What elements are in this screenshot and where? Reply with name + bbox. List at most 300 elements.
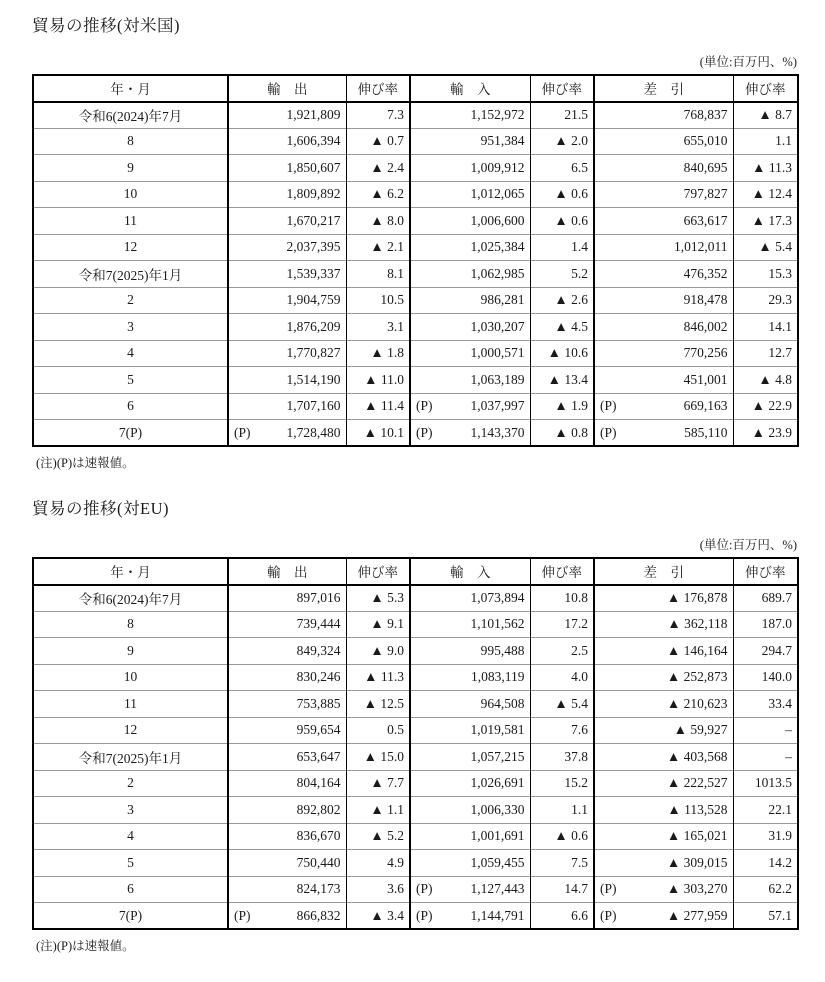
table-row [33, 287, 798, 314]
cell-value: 1,009,912 [470, 159, 525, 175]
export-value-cell [228, 850, 346, 877]
cell-value: 1,019,581 [470, 722, 525, 738]
cell-value: 1,539,337 [286, 265, 341, 281]
value-cell-content [234, 133, 341, 149]
value-cell-content [416, 133, 525, 149]
table-row [33, 155, 798, 182]
balance-value-cell [594, 664, 733, 691]
header-row [33, 558, 798, 585]
preliminary-marker: (P) [234, 907, 251, 923]
import-rate-cell: 1.4 [530, 234, 594, 261]
preliminary-marker: (P) [600, 398, 617, 414]
cell-value: 986,281 [480, 292, 525, 308]
import-rate-cell: ▲ 0.6 [530, 181, 594, 208]
table-row [33, 314, 798, 341]
cell-value: ▲ 303,270 [666, 881, 728, 897]
balance-value-cell [594, 744, 733, 771]
export-rate-cell: ▲ 12.5 [346, 691, 410, 718]
value-cell-content [234, 186, 341, 202]
value-cell-content [416, 319, 525, 335]
export-rate-cell: ▲ 1.1 [346, 797, 410, 824]
table-row [33, 611, 798, 638]
col-header-import: 輸 入 [410, 558, 530, 585]
cell-value: 1,059,455 [470, 854, 525, 870]
col-header-balance: 差 引 [594, 75, 733, 102]
table-row [33, 420, 798, 447]
export-value-cell [228, 367, 346, 394]
export-rate-cell: ▲ 10.1 [346, 420, 410, 447]
month-cell: 3 [33, 314, 228, 341]
month-cell: 10 [33, 181, 228, 208]
month-cell: 5 [33, 850, 228, 877]
import-rate-cell: 15.2 [530, 770, 594, 797]
value-cell-content [600, 881, 728, 897]
table-row [33, 823, 798, 850]
value-cell-content [600, 669, 728, 685]
import-rate-cell: 6.5 [530, 155, 594, 182]
table-row [33, 770, 798, 797]
value-cell-content [234, 372, 341, 388]
value-cell-content [234, 775, 341, 791]
export-value-cell [228, 181, 346, 208]
export-value-cell [228, 611, 346, 638]
export-rate-cell: ▲ 2.1 [346, 234, 410, 261]
value-cell-content [416, 908, 525, 924]
value-cell-content [234, 908, 341, 924]
value-cell-content [600, 186, 728, 202]
value-cell-content [416, 590, 525, 606]
month-cell: 11 [33, 208, 228, 235]
value-cell-content [416, 107, 525, 123]
balance-rate-cell: ▲ 4.8 [733, 367, 798, 394]
export-rate-cell: ▲ 6.2 [346, 181, 410, 208]
export-value-cell [228, 314, 346, 341]
balance-rate-cell: 140.0 [733, 664, 798, 691]
balance-rate-cell: ▲ 12.4 [733, 181, 798, 208]
cell-value: 585,110 [684, 424, 728, 440]
import-value-cell [410, 287, 530, 314]
cell-value: 1,030,207 [470, 318, 525, 334]
balance-rate-cell: 57.1 [733, 903, 798, 930]
value-cell-content [234, 696, 341, 712]
table-row [33, 717, 798, 744]
month-cell: 8 [33, 128, 228, 155]
import-value-cell [410, 823, 530, 850]
balance-value-cell [594, 208, 733, 235]
import-rate-cell: ▲ 13.4 [530, 367, 594, 394]
cell-value: 918,478 [683, 292, 728, 308]
cell-value: 1,012,011 [674, 239, 728, 255]
export-rate-cell: 8.1 [346, 261, 410, 288]
cell-value: 1,127,443 [470, 881, 525, 897]
month-cell: 令和6(2024)年7月 [78, 592, 183, 607]
import-rate-cell: 7.5 [530, 850, 594, 877]
value-cell-content [234, 398, 341, 414]
month-cell: 令和7(2025)年1月 [33, 744, 228, 771]
balance-rate-cell: 29.3 [733, 287, 798, 314]
cell-value: ▲ 59,927 [673, 722, 728, 738]
col-header-balance-rate: 伸び率 [733, 75, 798, 102]
balance-value-cell [594, 770, 733, 797]
cell-value: 849,324 [296, 642, 341, 658]
import-rate-cell: 7.6 [530, 717, 594, 744]
col-header-export: 輸 出 [228, 75, 346, 102]
value-cell-content [234, 669, 341, 685]
value-cell-content [234, 107, 341, 123]
value-cell-content [234, 616, 341, 632]
footnote-us: (注)(P)は速報値。 [36, 456, 135, 470]
preliminary-marker: (P) [416, 398, 433, 414]
cell-value: ▲ 146,164 [666, 642, 728, 658]
cell-value: 1,152,972 [470, 107, 525, 122]
export-value-cell [228, 770, 346, 797]
cell-value: 753,885 [296, 695, 341, 711]
month-cell: 3 [33, 797, 228, 824]
table-body [33, 102, 798, 447]
cell-value: 824,173 [296, 881, 341, 897]
cell-value: 451,001 [683, 371, 728, 387]
export-rate-cell: ▲ 11.4 [346, 393, 410, 420]
balance-rate-cell: ▲ 11.3 [733, 155, 798, 182]
export-rate-cell: ▲ 3.4 [346, 903, 410, 930]
month-cell: 6 [33, 393, 228, 420]
import-rate-cell: ▲ 2.6 [530, 287, 594, 314]
footnote-eu: (注)(P)は速報値。 [36, 939, 135, 953]
month-cell: 7(P) [33, 903, 228, 930]
balance-rate-cell: 31.9 [733, 823, 798, 850]
cell-value: 1,063,189 [470, 371, 525, 387]
value-cell-content [416, 749, 525, 765]
cell-value: 1,026,691 [470, 775, 525, 791]
import-rate-cell: ▲ 5.4 [530, 691, 594, 718]
value-cell-content [416, 828, 525, 844]
cell-value: 1,006,600 [470, 212, 525, 228]
cell-value: ▲ 403,568 [666, 748, 728, 764]
cell-value: 846,002 [683, 318, 728, 334]
import-value-cell [410, 664, 530, 691]
cell-value: 663,617 [683, 212, 728, 228]
export-rate-cell: ▲ 5.2 [346, 823, 410, 850]
cell-value: 995,488 [480, 642, 525, 658]
export-rate-cell: ▲ 2.4 [346, 155, 410, 182]
import-value-cell [410, 181, 530, 208]
value-cell-content [600, 292, 728, 308]
export-rate-cell: ▲ 9.0 [346, 638, 410, 665]
import-rate-cell: 2.5 [530, 638, 594, 665]
table-row [33, 797, 798, 824]
export-rate-cell: 4.9 [346, 850, 410, 877]
export-rate-cell: ▲ 15.0 [346, 744, 410, 771]
export-value-cell [228, 585, 346, 612]
value-cell-content [600, 908, 728, 924]
import-value-cell [410, 420, 530, 447]
month-cell: 11 [33, 691, 228, 718]
preliminary-marker: (P) [600, 907, 617, 923]
import-rate-cell: 37.8 [530, 744, 594, 771]
export-value-cell [228, 155, 346, 182]
value-cell-content [600, 213, 728, 229]
value-cell-content [416, 616, 525, 632]
balance-value-cell [594, 850, 733, 877]
table-row [33, 638, 798, 665]
cell-value: 1,101,562 [470, 616, 525, 632]
cell-value: 768,837 [683, 107, 728, 122]
cell-value: ▲ 113,528 [667, 801, 728, 817]
value-cell-content [416, 855, 525, 871]
value-cell-content [416, 643, 525, 659]
export-value-cell [228, 717, 346, 744]
balance-rate-cell: ▲ 22.9 [733, 393, 798, 420]
import-value-cell [410, 208, 530, 235]
cell-value: 655,010 [683, 133, 728, 149]
table-row [33, 393, 798, 420]
export-value-cell [228, 128, 346, 155]
table-row [33, 744, 798, 771]
table-row [33, 261, 798, 288]
value-cell-content [416, 398, 525, 414]
month-cell: 5 [33, 367, 228, 394]
value-cell-content [416, 213, 525, 229]
import-rate-cell: ▲ 2.0 [530, 128, 594, 155]
value-cell-content [234, 643, 341, 659]
balance-rate-cell: 187.0 [733, 611, 798, 638]
balance-rate-cell: ▲ 17.3 [733, 208, 798, 235]
value-cell-content [600, 398, 728, 414]
balance-rate-cell: 12.7 [733, 340, 798, 367]
balance-value-cell [594, 823, 733, 850]
value-cell-content [600, 749, 728, 765]
month-cell: 2 [33, 770, 228, 797]
balance-value-cell [594, 797, 733, 824]
value-cell-content [416, 696, 525, 712]
import-value-cell [410, 393, 530, 420]
import-value-cell [410, 314, 530, 341]
cell-value: 1,514,190 [286, 371, 341, 387]
table-row [33, 850, 798, 877]
export-rate-cell: 10.5 [346, 287, 410, 314]
import-rate-cell: 14.7 [530, 876, 594, 903]
cell-value: 1,904,759 [286, 292, 341, 308]
cell-value: 770,256 [683, 345, 728, 361]
balance-value-cell [594, 585, 733, 612]
balance-rate-cell: 689.7 [733, 585, 798, 612]
value-cell-content [600, 696, 728, 712]
balance-rate-cell: 15.3 [733, 261, 798, 288]
balance-value-cell [594, 611, 733, 638]
month-cell: 9 [33, 155, 228, 182]
value-cell-content [234, 425, 341, 441]
import-rate-cell: 5.2 [530, 261, 594, 288]
month-cell: 10 [33, 664, 228, 691]
import-value-cell [410, 876, 530, 903]
balance-rate-cell: ▲ 23.9 [733, 420, 798, 447]
month-cell: 令和6(2024)年7月 [78, 109, 183, 124]
month-cell: 4 [33, 823, 228, 850]
value-cell-content [416, 881, 525, 897]
value-cell-content [600, 855, 728, 871]
col-header-import-rate: 伸び率 [530, 558, 594, 585]
value-cell-content [416, 345, 525, 361]
import-value-cell [410, 155, 530, 182]
cell-value: 1,012,065 [470, 186, 525, 202]
value-cell-content [234, 160, 341, 176]
value-cell-content [416, 802, 525, 818]
table-title-eu: 貿易の推移(対EU) [32, 499, 169, 518]
cell-value: 1,143,370 [470, 424, 525, 440]
value-cell-content [600, 643, 728, 659]
export-value-cell [228, 638, 346, 665]
export-value-cell [228, 287, 346, 314]
import-value-cell [410, 234, 530, 261]
table-row [33, 585, 798, 612]
table-row [33, 208, 798, 235]
col-header-import-rate: 伸び率 [530, 75, 594, 102]
import-rate-cell: ▲ 1.9 [530, 393, 594, 420]
balance-rate-cell: 14.2 [733, 850, 798, 877]
export-rate-cell: 3.1 [346, 314, 410, 341]
month-cell: 8 [33, 611, 228, 638]
value-cell-content [234, 855, 341, 871]
import-value-cell [410, 340, 530, 367]
import-rate-cell: 1.1 [530, 797, 594, 824]
value-cell-content [234, 828, 341, 844]
table-row [33, 664, 798, 691]
col-header-month: 年・月 [33, 75, 228, 102]
value-cell-content [416, 160, 525, 176]
balance-rate-cell: – [733, 744, 798, 771]
us-trade-table [32, 74, 799, 447]
value-cell-content [600, 775, 728, 791]
export-value-cell [228, 797, 346, 824]
export-rate-cell: ▲ 1.8 [346, 340, 410, 367]
balance-value-cell [594, 314, 733, 341]
balance-value-cell [594, 287, 733, 314]
value-cell-content [600, 425, 728, 441]
table-title-us: 貿易の推移(対米国) [32, 16, 180, 35]
export-value-cell [228, 664, 346, 691]
cell-value: 1,006,330 [470, 801, 525, 817]
cell-value: 1,770,827 [286, 345, 341, 361]
cell-value: 1,921,809 [286, 107, 341, 122]
value-cell-content [600, 828, 728, 844]
cell-value: 866,832 [296, 907, 341, 923]
cell-value: 1,670,217 [286, 212, 341, 228]
export-value-cell [228, 102, 346, 129]
balance-value-cell [594, 638, 733, 665]
col-header-export-rate: 伸び率 [346, 75, 410, 102]
balance-rate-cell: 1.1 [733, 128, 798, 155]
balance-rate-cell: 33.4 [733, 691, 798, 718]
export-value-cell [228, 261, 346, 288]
col-header-import: 輸 入 [410, 75, 530, 102]
cell-value: ▲ 277,959 [666, 907, 728, 923]
value-cell-content [234, 345, 341, 361]
preliminary-marker: (P) [600, 424, 617, 440]
cell-value: 964,508 [480, 695, 525, 711]
import-value-cell [410, 770, 530, 797]
month-cell: 令和7(2025)年1月 [33, 261, 228, 288]
col-header-export-rate: 伸び率 [346, 558, 410, 585]
import-value-cell [410, 797, 530, 824]
table-row [33, 181, 798, 208]
cell-value: 1,144,791 [470, 907, 525, 923]
import-rate-cell: ▲ 0.6 [530, 823, 594, 850]
export-rate-cell: ▲ 0.7 [346, 128, 410, 155]
balance-value-cell [594, 261, 733, 288]
table-row [33, 367, 798, 394]
import-rate-cell: 21.5 [530, 102, 594, 129]
import-value-cell [410, 744, 530, 771]
month-cell: 12 [33, 717, 228, 744]
cell-value: ▲ 309,015 [666, 854, 728, 870]
export-value-cell [228, 691, 346, 718]
value-cell-content [234, 802, 341, 818]
cell-value: 1,728,480 [286, 424, 341, 440]
import-value-cell [410, 903, 530, 930]
import-rate-cell: 4.0 [530, 664, 594, 691]
export-rate-cell: ▲ 5.3 [346, 585, 410, 612]
table-header [33, 558, 798, 585]
balance-value-cell [594, 155, 733, 182]
cell-value: 1,057,215 [470, 748, 525, 764]
import-value-cell [410, 850, 530, 877]
import-value-cell [410, 638, 530, 665]
value-cell-content [234, 749, 341, 765]
eu-trade-section [32, 495, 797, 954]
import-value-cell [410, 367, 530, 394]
cell-value: 951,384 [480, 133, 525, 149]
balance-value-cell [594, 691, 733, 718]
col-header-balance: 差 引 [594, 558, 733, 585]
import-rate-cell: ▲ 0.8 [530, 420, 594, 447]
cell-value: 750,440 [296, 854, 341, 870]
value-cell-content [600, 133, 728, 149]
import-value-cell [410, 717, 530, 744]
eu-trade-table [32, 557, 799, 930]
export-rate-cell: ▲ 7.7 [346, 770, 410, 797]
value-cell-content [600, 802, 728, 818]
preliminary-marker: (P) [416, 907, 433, 923]
export-value-cell [228, 823, 346, 850]
value-cell-content [600, 239, 728, 255]
value-cell-content [416, 722, 525, 738]
table-row [33, 128, 798, 155]
cell-value: ▲ 362,118 [667, 616, 728, 632]
value-cell-content [416, 266, 525, 282]
export-value-cell [228, 744, 346, 771]
table-row [33, 876, 798, 903]
balance-value-cell [594, 903, 733, 930]
value-cell-content [600, 372, 728, 388]
preliminary-marker: (P) [416, 881, 433, 897]
value-cell-content [416, 372, 525, 388]
cell-value: ▲ 176,878 [666, 590, 728, 605]
cell-value: 840,695 [683, 159, 728, 175]
unit-note-us: (単位:百万円、%) [699, 55, 797, 69]
import-value-cell [410, 102, 530, 129]
month-cell: 4 [33, 340, 228, 367]
balance-value-cell [594, 876, 733, 903]
cell-value: 1,876,209 [286, 318, 341, 334]
value-cell-content [416, 669, 525, 685]
table-row [33, 340, 798, 367]
cell-value: 830,246 [296, 669, 341, 685]
export-value-cell [228, 876, 346, 903]
balance-value-cell [594, 420, 733, 447]
cell-value: ▲ 210,623 [666, 695, 728, 711]
import-value-cell [410, 691, 530, 718]
value-cell-content [234, 722, 341, 738]
